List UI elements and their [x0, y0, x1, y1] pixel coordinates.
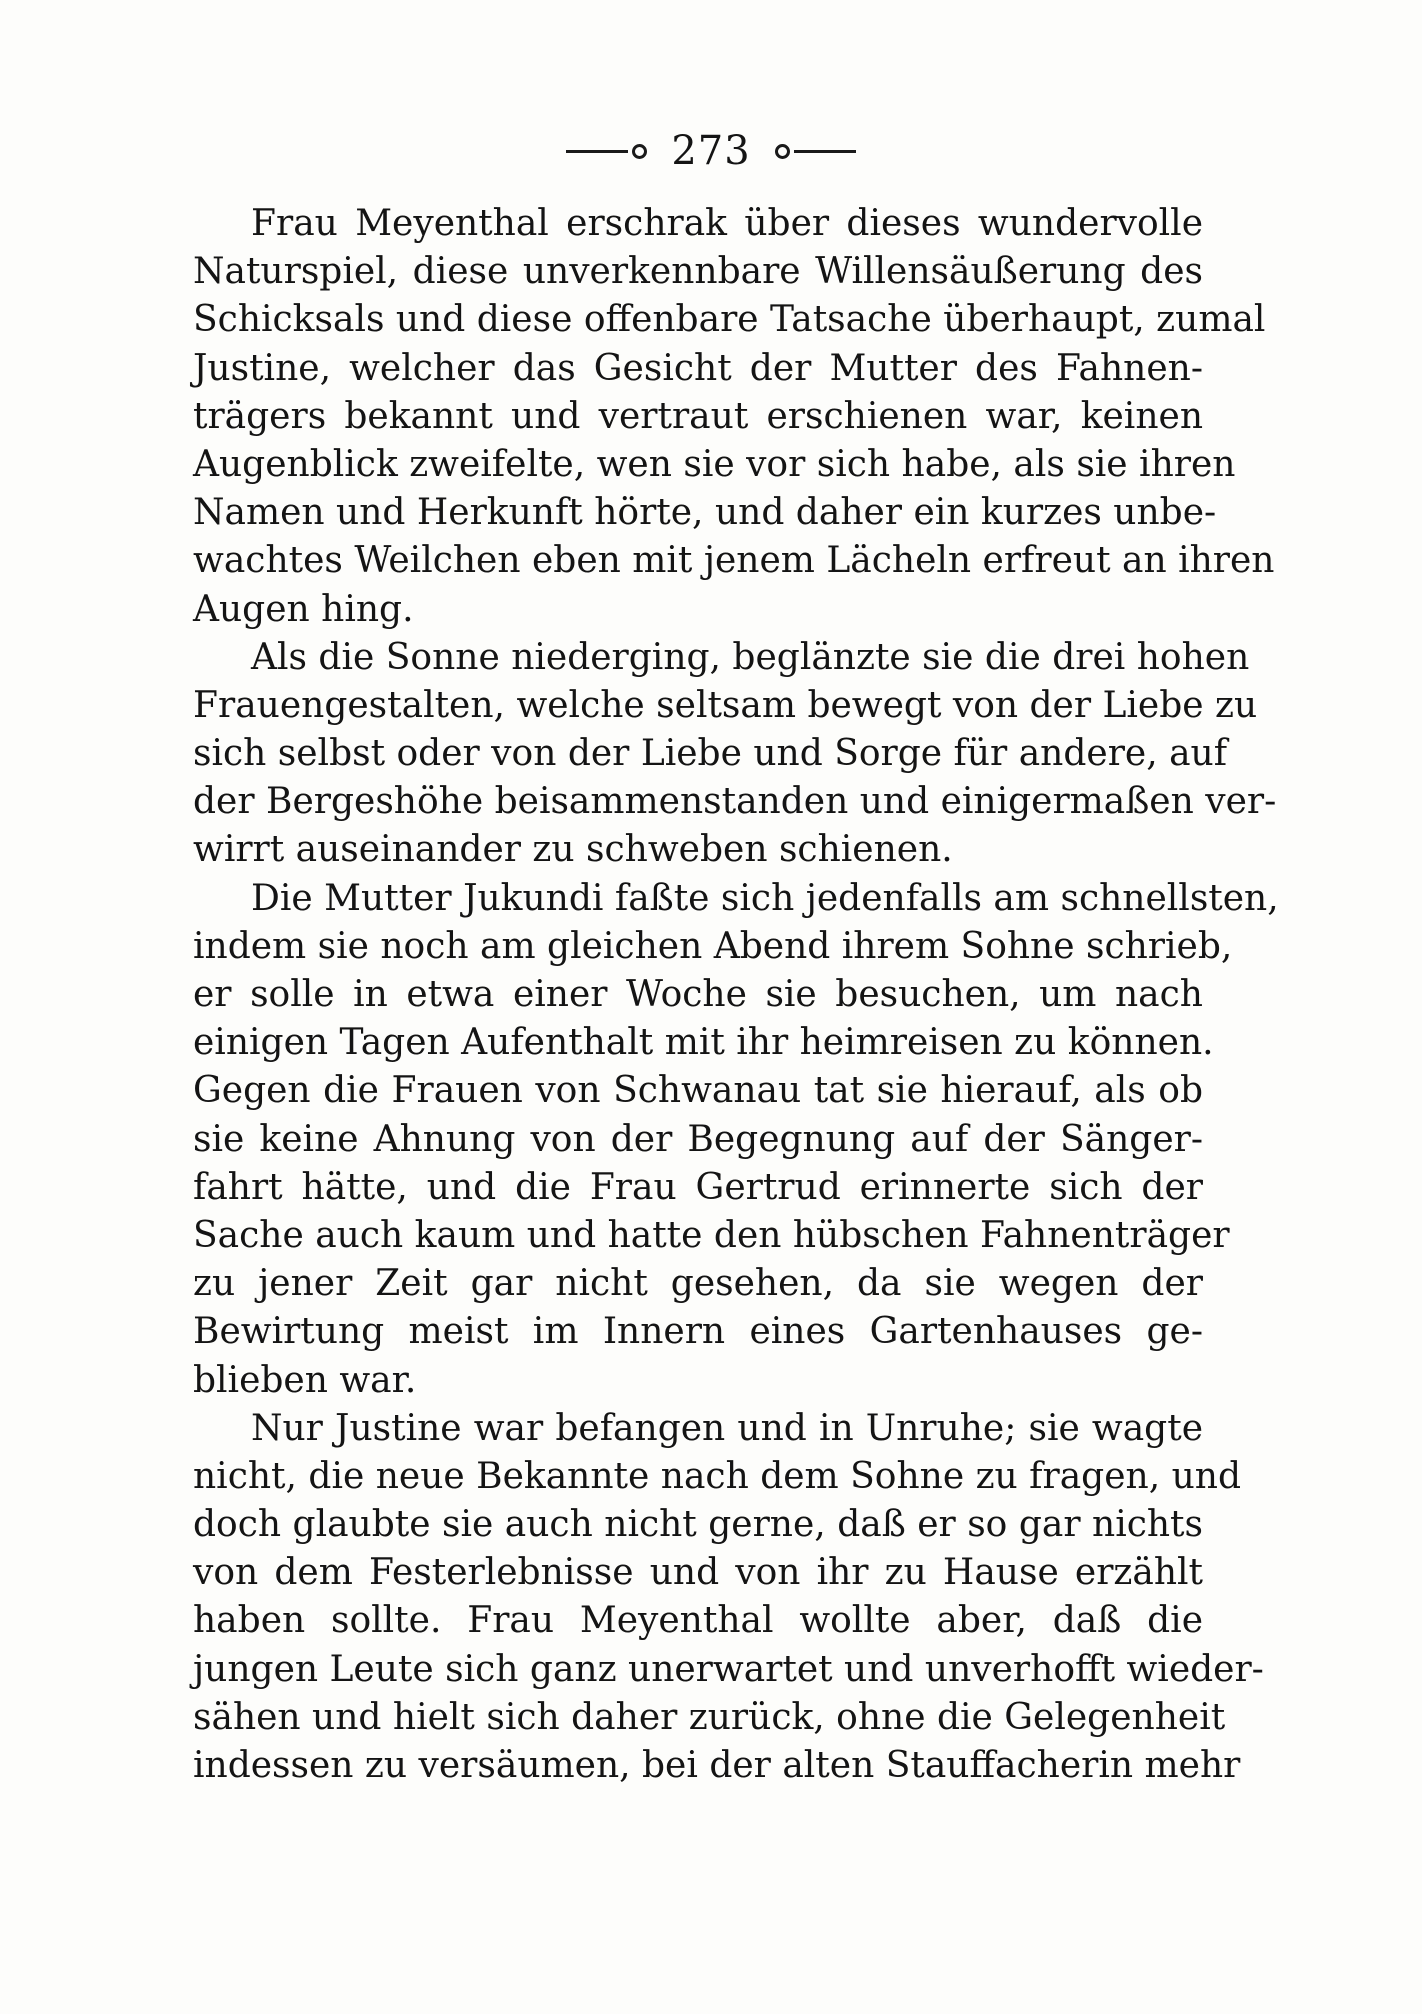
text-line: der Bergeshöhe beisammenstanden und einigermaßen ver- [193, 781, 1277, 823]
paragraph [193, 875, 1279, 1405]
text-line: Justine, welcher das Gesicht der Mutter des Fahnen- [193, 347, 1203, 389]
text-line: haben sollte. Frau Meyenthal wollte aber, daß die [193, 1600, 1203, 1642]
page-number: 273 [671, 128, 751, 174]
header-ornament-right-ring [775, 144, 790, 159]
text-line: wirrt auseinander zu schweben schienen. [193, 829, 953, 871]
text-line: indem sie noch am gleichen Abend ihrem Sohne schrieb, [193, 925, 1233, 967]
body-text [193, 200, 1279, 1790]
text-line: Sache auch kaum und hatte den hübschen Fahnenträger [193, 1214, 1230, 1256]
paragraph [193, 200, 1275, 634]
text-line: von dem Festerlebnisse und von ihr zu Hause erzählt [193, 1552, 1203, 1594]
text-line: indessen zu versäumen, bei der alten Stauffacherin mehr [193, 1745, 1241, 1786]
header-ornament-left-rule [566, 150, 628, 153]
header-ornament-left-ring [632, 144, 647, 159]
text-line: nicht, die neue Bekannte nach dem Sohne zu fragen, und [193, 1455, 1242, 1497]
text-line: sich selbst oder von der Liebe und Sorge für andere, auf [193, 733, 1228, 775]
paragraph [193, 1405, 1264, 1791]
text-line: zu jener Zeit gar nicht gesehen, da sie wegen der [193, 1263, 1203, 1305]
text-line: Nur Justine war befangen und in Unruhe; sie wagte [251, 1407, 1203, 1449]
text-line: einigen Tagen Aufenthalt mit ihr heimreisen zu können. [193, 1022, 1214, 1064]
page-header [0, 118, 1422, 181]
text-line: Gegen die Frauen von Schwanau tat sie hierauf, als ob [193, 1070, 1203, 1112]
text-line: er solle in etwa einer Woche sie besuchen, um nach [193, 974, 1203, 1015]
text-line: Als die Sonne niederging, beglänzte sie die drei hohen [251, 636, 1250, 678]
text-line: sähen und hielt sich daher zurück, ohne die Gelegenheit [193, 1696, 1226, 1738]
text-line: jungen Leute sich ganz unerwartet und unverhofft wieder- [193, 1648, 1264, 1690]
text-line: doch glaubte sie auch nicht gerne, daß er so gar nichts [193, 1504, 1203, 1546]
text-line: trägers bekannt und vertraut erschienen war, keinen [193, 395, 1203, 437]
text-line: Augenblick zweifelte, wen sie vor sich habe, als sie ihren [193, 443, 1236, 485]
text-line: blieben war. [193, 1359, 417, 1401]
text-line: Frau Meyenthal erschrak über dieses wundervolle [251, 203, 1203, 244]
text-line: Frauengestalten, welche seltsam bewegt von der Liebe zu [193, 684, 1258, 726]
text-line: fahrt hätte, und die Frau Gertrud erinnerte sich der [193, 1166, 1203, 1208]
text-line: sie keine Ahnung von der Begegnung auf der Sänger- [193, 1118, 1203, 1160]
text-line: Namen und Herkunft hörte, und daher ein kurzes unbe- [193, 492, 1217, 534]
text-line: Bewirtung meist im Innern eines Gartenhauses ge- [193, 1311, 1203, 1353]
text-line: Augen hing. [193, 588, 414, 630]
text-line: wachtes Weilchen eben mit jenem Lächeln erfreut an ihren [193, 540, 1275, 582]
header-ornament-right-rule [794, 150, 856, 153]
text-line: Schicksals und diese offenbare Tatsache überhaupt, zumal [193, 299, 1266, 341]
text-line: Die Mutter Jukundi faßte sich jedenfalls am schnellsten, [251, 877, 1279, 919]
paragraph [193, 634, 1277, 875]
text-line: Naturspiel, diese unverkennbare Willensäußerung des [193, 251, 1203, 293]
